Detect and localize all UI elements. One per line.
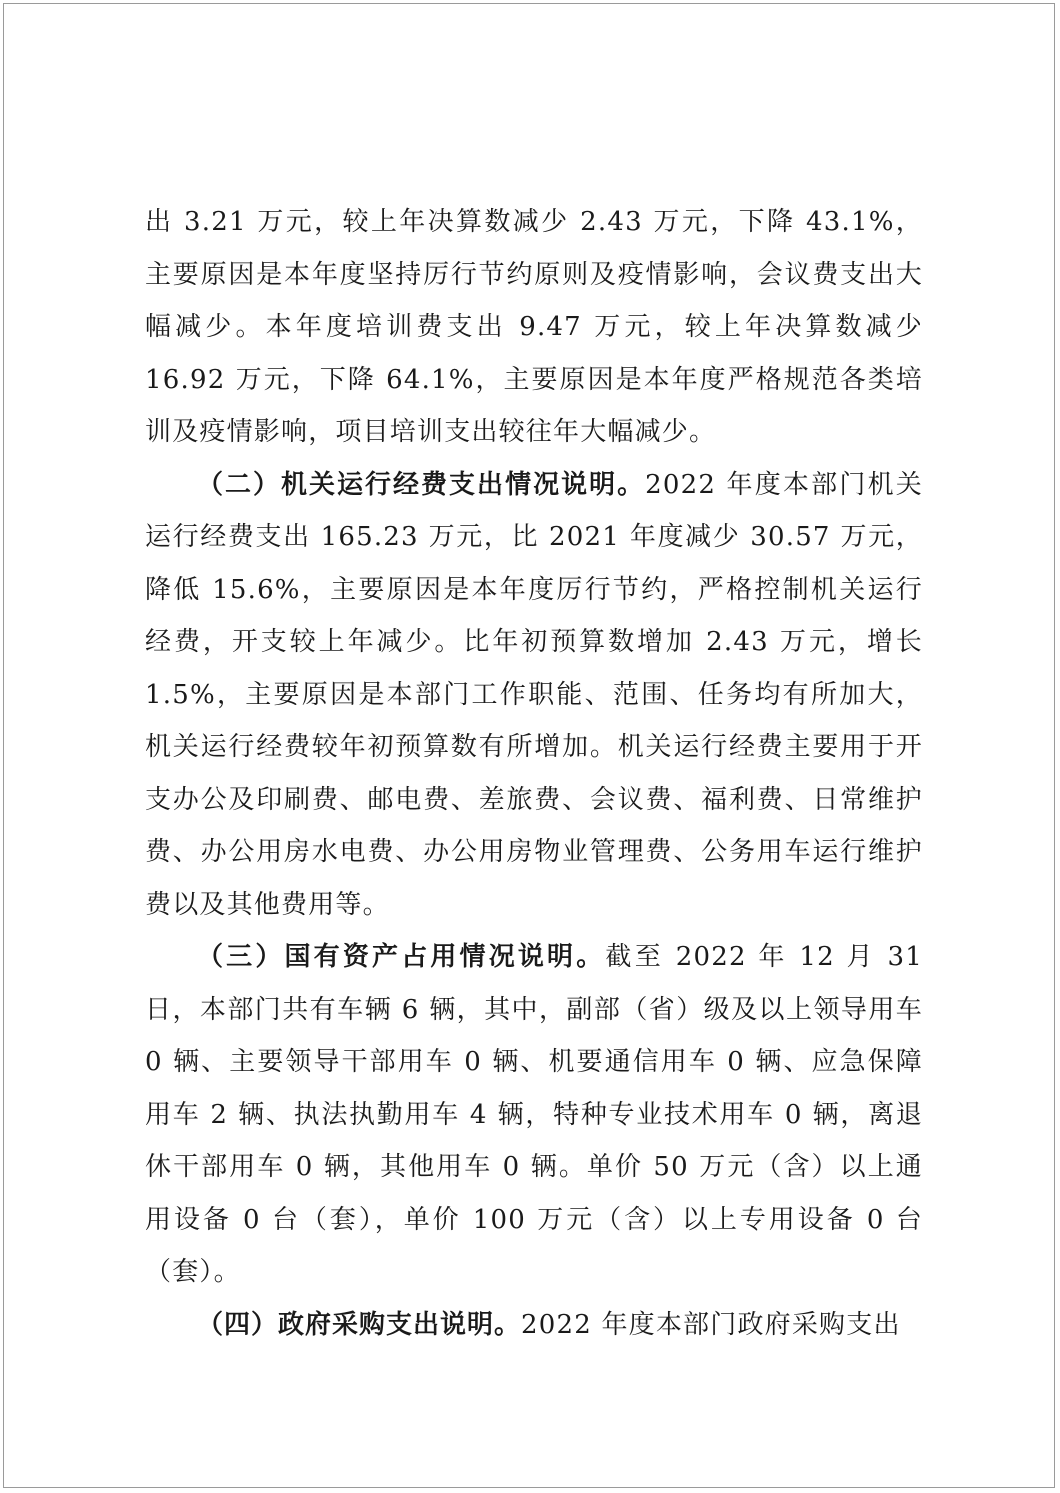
paragraph-state-assets (145, 931, 923, 1299)
paragraph-government-procurement (145, 1299, 923, 1352)
paragraph-text: 出 3.21 万元，较上年决算数减少 2.43 万元，下降 43.1%，主要原因是本年度坚持厉行节约原则及疫情影响，会议费支出大幅减少。本年度培训费支出 9.47 万元，较上年决算数减少 16.92 万元，下降 64.1%，主要原因是本年度严格规范各类培训及疫情影响，项目培训支出较往年大幅减少。 (145, 207, 923, 447)
paragraph-text: 2022 年度本部门政府采购支出 (521, 1309, 901, 1340)
document-body (145, 196, 923, 1351)
document-page (3, 3, 1055, 1488)
paragraph-text: 截至 2022 年 12 月 31 日，本部门共有车辆 6 辆，其中，副部（省）级及以上领导用车 0 辆、主要领导干部用车 0 辆、机要通信用车 0 辆、应急保障用车 2 辆、执法执勤用车 4 辆，特种专业技术用车 0 辆，离退休干部用车 0 辆，其他用车 0 辆。单价 50 万元（含）以上通用设备 0 台（套），单价 100 万元（含）以上专用设备 0 台（套）。 (145, 942, 923, 1287)
paragraph-text: 2022 年度本部门机关运行经费支出 165.23 万元，比 2021 年度减少 30.57 万元，降低 15.6%，主要原因是本年度厉行节约，严格控制机关运行经费，开支较上年减少。比年初预算数增加 2.43 万元，增长 1.5%，主要原因是本部门工作职能、范围、任务均有所加大，机关运行经费较年初预算数有所增加。机关运行经费主要用于开支办公及印刷费、邮电费、差旅费、会议费、福利费、日常维护费、办公用房水电费、办公用房物业管理费、公务用车运行维护费以及其他费用等。 (145, 469, 923, 920)
section-heading-operating-expenses: （二）机关运行经费支出情况说明。 (197, 469, 646, 500)
section-heading-state-assets: （三）国有资产占用情况说明。 (197, 942, 606, 972)
paragraph-meeting-training-fees (145, 196, 923, 459)
paragraph-operating-expenses (145, 459, 923, 932)
section-heading-government-procurement: （四）政府采购支出说明。 (197, 1309, 522, 1340)
